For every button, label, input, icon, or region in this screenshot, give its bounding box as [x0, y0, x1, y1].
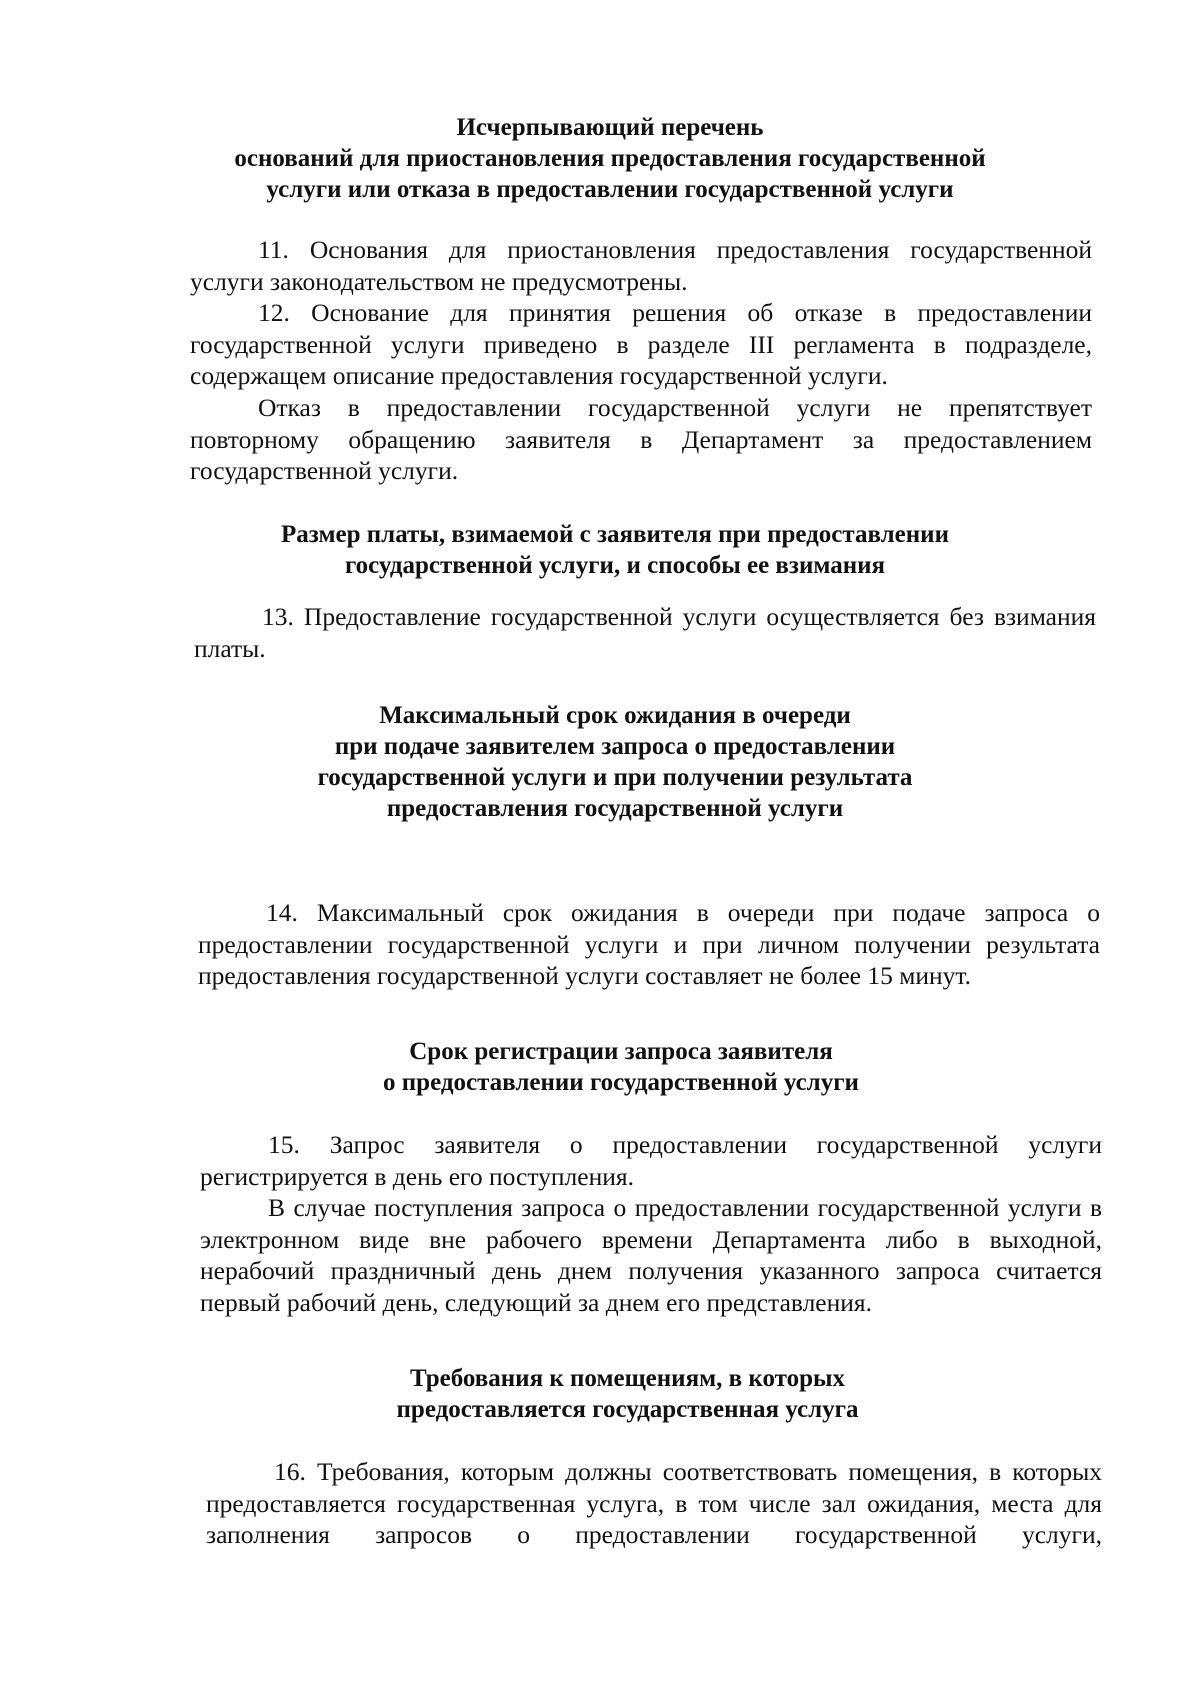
heading-line: предоставления государственной услуги: [386, 795, 844, 822]
heading-line: государственной услуги, и способы ее взимания: [344, 552, 886, 579]
heading-line: Срок регистрации запроса заявителя: [409, 1038, 833, 1065]
heading-line: государственной услуги и при получении результата: [317, 764, 913, 791]
paragraph-12-refusal: Отказ в предоставлении государственной услуги не препятствует повторному обращению заявителя в Департамент за предоставлением государственной услуги.: [190, 393, 1092, 485]
paragraph-13: 13. Предоставление государственной услуги осуществляется без взимания платы.: [194, 602, 1096, 663]
section-heading-3: [0, 700, 1200, 824]
paragraph-15-electronic: В случае поступления запроса о предоставлении государственной услуги в электронном виде вне рабочего времени Департамента либо в выходной, нерабочий праздничный день днем получения указанного запроса считается первый рабочий день, следующий за днем его представления.: [200, 1193, 1102, 1317]
section-heading-5: [0, 1363, 1200, 1425]
heading-line: предоставляется государственная услуга: [396, 1396, 859, 1423]
paragraph-16: 16. Требования, которым должны соответствовать помещения, в которых предоставляется государственная услуга, в том числе зал ожидания, места для заполнения запросов о предоставлении государственной услуги,: [206, 1457, 1102, 1549]
section-heading-1: [0, 112, 1200, 205]
heading-line: о предоставлении государственной услуги: [383, 1069, 859, 1096]
heading-line: услуги или отказа в предоставлении государственной услуги: [266, 176, 954, 203]
paragraph-12: 12. Основание для принятия решения об отказе в предоставлении государственной услуги приведено в разделе III регламента в подразделе, содержащем описание предоставления государственной услуги.: [190, 298, 1092, 390]
heading-line: при подаче заявителем запроса о предоставлении: [334, 733, 896, 760]
section-heading-4: [0, 1036, 1200, 1098]
paragraph-15: 15. Запрос заявителя о предоставлении государственной услуги регистрируется в день его поступления.: [200, 1130, 1102, 1191]
heading-line: Требования к помещениям, в которых: [410, 1365, 845, 1392]
heading-line: оснований для приостановления предоставления государственной: [234, 145, 986, 172]
paragraph-11: 11. Основания для приостановления предоставления государственной услуги законодательством не предусмотрены.: [190, 235, 1092, 296]
paragraph-14: 14. Максимальный срок ожидания в очереди при подаче запроса о предоставлении государственной услуги и при личном получении результата предоставления государственной услуги составляет не более 15 минут.: [198, 898, 1100, 990]
heading-line: Максимальный срок ожидания в очереди: [379, 702, 851, 729]
heading-line: Размер платы, взимаемой с заявителя при предоставлении: [281, 521, 949, 548]
heading-line: Исчерпывающий перечень: [456, 114, 764, 141]
section-heading-2: [0, 519, 1200, 581]
